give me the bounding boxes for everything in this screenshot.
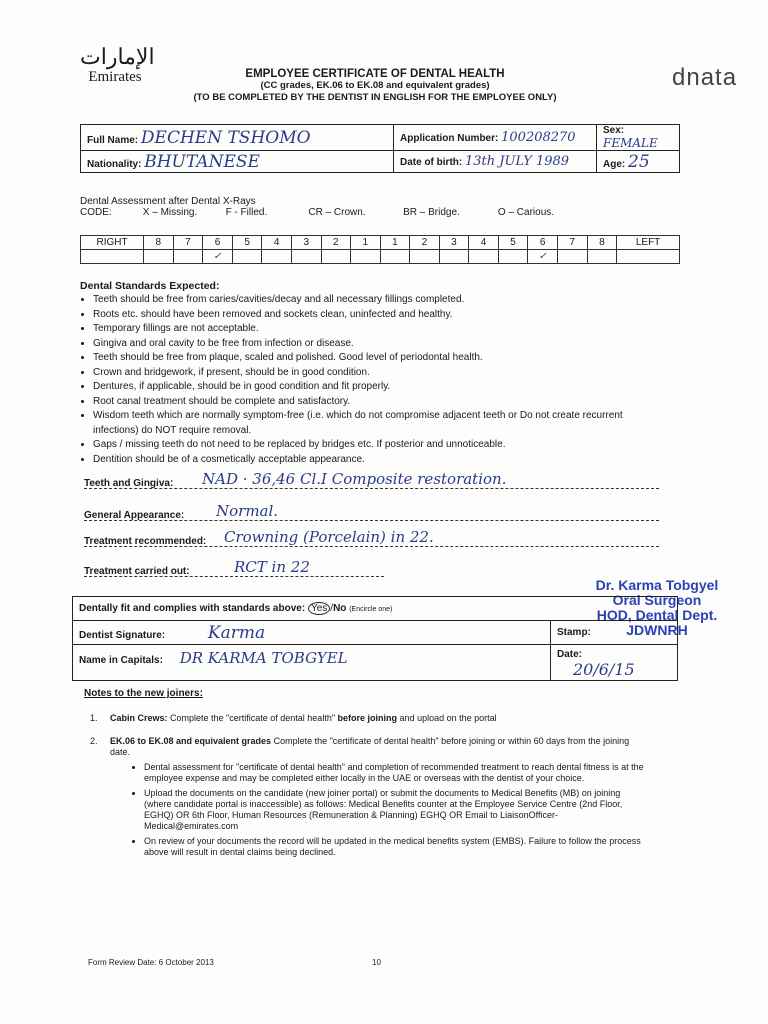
dnata-logo: dnata: [672, 64, 738, 91]
treatment-recommended-label: Treatment recommended:: [84, 536, 207, 547]
treatment-recommended-value: Crowning (Porcelain) in 22.: [224, 528, 434, 546]
signature-label: Dentist Signature:: [79, 629, 166, 641]
tooth-number: 7: [173, 236, 203, 250]
tooth-mark[interactable]: [587, 250, 617, 264]
tooth-number: 8: [144, 236, 174, 250]
dob-value: 13th JULY 1989: [465, 154, 570, 169]
teeth-gingiva-value: NAD · 36,46 Cl.I Composite restoration.: [202, 470, 507, 488]
note-text: Complete the "certificate of dental health" before joining or within 60 days from the joining date.: [110, 736, 630, 757]
tooth-mark[interactable]: [498, 250, 528, 264]
note-text: Complete the "certificate of dental health": [170, 713, 336, 723]
form-header: [170, 68, 580, 104]
tooth-mark[interactable]: [173, 250, 203, 264]
treatment-carried-out-label: Treatment carried out:: [84, 566, 190, 577]
standard-item: • Crown and bridgework, if present, should be in good condition.: [93, 366, 660, 381]
application-number-cell[interactable]: [394, 125, 597, 151]
name-capitals-value: DR KARMA TOBGYEL: [179, 649, 348, 667]
standard-item: • Root canal treatment should be complete and satisfactory.: [93, 395, 660, 410]
code-crown: CR – Crown.: [308, 207, 366, 218]
full-name-cell[interactable]: [81, 125, 394, 151]
no-option[interactable]: No: [333, 603, 347, 614]
dob-label: Date of birth:: [400, 157, 463, 168]
note-bullets: [110, 762, 644, 858]
stamp-line: JDWNRH: [626, 622, 688, 638]
form-review-date: Form Review Date: 6 October 2013: [88, 958, 214, 967]
tooth-mark[interactable]: [262, 250, 292, 264]
personal-info-table: [80, 124, 680, 173]
note-ek-grades: [90, 736, 644, 858]
signature-cell[interactable]: [73, 621, 551, 645]
standard-item: • Roots etc. should have been removed and sockets clean, uninfected and healthy.: [93, 308, 660, 323]
tooth-number: 2: [321, 236, 351, 250]
xray-legend: [80, 196, 554, 218]
nationality-value: BHUTANESE: [144, 151, 260, 172]
application-number-label: Application Number:: [400, 133, 499, 144]
teeth-gingiva-field[interactable]: [84, 470, 659, 489]
dob-cell[interactable]: [394, 151, 597, 173]
tooth-mark[interactable]: ✓: [528, 250, 558, 264]
standards-title: Dental Standards Expected:: [80, 280, 220, 292]
stamp-line: HOD, Dental Dept.: [596, 607, 718, 623]
tooth-number: 2: [410, 236, 440, 250]
xray-heading: Dental Assessment after Dental X-Rays: [80, 196, 256, 207]
standard-item: • Dentures, if applicable, should be in good condition and fit properly.: [93, 380, 660, 395]
tooth-mark[interactable]: [144, 250, 174, 264]
dental-standards: [80, 280, 660, 467]
stamp-line: Dr. Karma Tobgyel: [595, 577, 719, 593]
empty-cell: [617, 250, 680, 264]
teeth-chart: [80, 235, 680, 264]
note-bold: EK.06 to EK.08 and equivalent grades: [110, 736, 272, 746]
standard-item: • Dentition should be of a cosmetically acceptable appearance.: [93, 453, 660, 468]
encircle-hint: (Encircle one): [349, 606, 393, 613]
certification-table: [72, 596, 678, 681]
yes-no-separator: /: [330, 603, 334, 614]
nationality-label: Nationality:: [87, 158, 142, 170]
note-bullet: • On review of your documents the record will be updated in the medical benefits system (EMBS). Failure to follow the process above will result in dental claims being declined.: [144, 836, 644, 858]
tooth-number: 5: [232, 236, 262, 250]
date-cell[interactable]: [551, 645, 678, 681]
age-value: 25: [628, 151, 650, 172]
dentally-fit-label: Dentally fit and complies with standards above:: [79, 603, 306, 614]
name-capitals-cell[interactable]: [73, 645, 551, 681]
code-row: [80, 207, 554, 218]
tooth-number: 3: [291, 236, 321, 250]
age-label: Age:: [603, 158, 626, 170]
tooth-mark[interactable]: [232, 250, 262, 264]
date-value: 20/6/15: [573, 660, 635, 679]
date-label: Date:: [557, 649, 583, 660]
sex-label: Sex:: [603, 125, 625, 136]
tooth-mark[interactable]: [469, 250, 499, 264]
note-cabin-crew: [90, 713, 644, 724]
application-number-value: 100208270: [501, 130, 576, 145]
age-cell[interactable]: [597, 151, 680, 173]
tooth-number: 5: [498, 236, 528, 250]
full-name-label: Full Name:: [87, 134, 139, 146]
tooth-mark[interactable]: [321, 250, 351, 264]
tooth-number: 6: [528, 236, 558, 250]
standard-item: • Temporary fillings are not acceptable.: [93, 322, 660, 337]
right-side-label: RIGHT: [81, 236, 144, 250]
dentally-fit-cell[interactable]: [73, 597, 678, 621]
standard-item: • Teeth should be free from caries/cavities/decay and all necessary fillings completed.: [93, 293, 660, 308]
standard-item: • Gaps / missing teeth do not need to be replaced by bridges etc. If posterior and unnoticeable.: [93, 438, 660, 453]
yes-option[interactable]: Yes: [308, 602, 330, 615]
general-appearance-value: Normal.: [216, 502, 279, 520]
general-appearance-field[interactable]: [84, 502, 659, 521]
tooth-mark[interactable]: [351, 250, 381, 264]
stamp-label: Stamp:: [557, 627, 591, 638]
teeth-number-row: [81, 236, 680, 250]
tooth-number: 1: [380, 236, 410, 250]
general-appearance-label: General Appearance:: [84, 510, 185, 521]
tooth-number: 4: [262, 236, 292, 250]
code-label: CODE:: [80, 207, 112, 218]
standard-item: • Wisdom teeth which are normally symptom-free (i.e. which do not compromise adjacent teeth or Do not create recurrent infections) do NOT require removal.: [93, 409, 660, 438]
dentist-signature: Karma: [207, 622, 266, 643]
tooth-mark[interactable]: [558, 250, 588, 264]
tooth-mark[interactable]: [439, 250, 469, 264]
form-title: EMPLOYEE CERTIFICATE OF DENTAL HEALTH: [245, 68, 505, 80]
full-name-value: DECHEN TSHOMO: [140, 127, 311, 148]
note-bullet: • Upload the documents on the candidate (new joiner portal) or submit the documents to Medical Benefits (MB) on joining (where candidate portal is inaccessible) as follows: Medical Benefits counter at the Employee Service Centre (2nd Floor, EGHQ) OR 6th Floor, Human Resources (Remuneration & Planning) EGHQ OR Email to LiaisonOfficer-Medical@emirates.com: [144, 788, 644, 832]
tooth-number: 6: [203, 236, 233, 250]
tooth-mark[interactable]: ✓: [203, 250, 233, 264]
form-instruction: (TO BE COMPLETED BY THE DENTIST IN ENGLISH FOR THE EMPLOYEE ONLY): [193, 92, 557, 103]
note-bold: Cabin Crews:: [110, 713, 168, 723]
page-number: 10: [372, 958, 381, 967]
tooth-mark[interactable]: [380, 250, 410, 264]
left-side-label: LEFT: [617, 236, 680, 250]
form-subtitle: (CC grades, EK.06 to EK.08 and equivalent grades): [260, 80, 490, 91]
emirates-logo-text: Emirates: [88, 69, 142, 85]
notes-title: Notes to the new joiners:: [84, 688, 203, 699]
emirates-logo: [80, 44, 155, 86]
tooth-mark[interactable]: [291, 250, 321, 264]
tooth-number: 1: [351, 236, 381, 250]
standard-item: • Gingiva and oral cavity to be free from infection or disease.: [93, 337, 660, 352]
joiner-notes: [84, 688, 644, 870]
tooth-number: 8: [587, 236, 617, 250]
tooth-number: 4: [469, 236, 499, 250]
tooth-number: 7: [558, 236, 588, 250]
sex-value: FEMALE: [603, 136, 658, 150]
sex-cell[interactable]: [597, 125, 680, 151]
code-filled: F - Filled.: [225, 207, 268, 218]
code-carious: O – Carious.: [497, 207, 555, 218]
note-number: 2.: [90, 736, 98, 746]
stamp-line: Oral Surgeon: [612, 592, 702, 608]
emirates-logo-mark: الإمارات: [80, 44, 155, 69]
treatment-carried-out-field[interactable]: [84, 558, 384, 577]
empty-cell: [81, 250, 144, 264]
tooth-number: 3: [439, 236, 469, 250]
nationality-cell[interactable]: [81, 151, 394, 173]
note-bullet: • Dental assessment for "certificate of dental health" and completion of recommended treatment to reach dental fitness is at the employee expense and may be completed either locally in the UAE or overseas with the dentist of your choice.: [144, 762, 644, 784]
note-text: and upload on the portal: [399, 713, 497, 723]
stamp-cell: [551, 621, 678, 645]
tooth-mark[interactable]: [410, 250, 440, 264]
note-bold: before joining: [337, 713, 398, 723]
treatment-carried-out-value: RCT in 22: [234, 558, 310, 576]
code-bridge: BR – Bridge.: [403, 207, 460, 218]
teeth-gingiva-label: Teeth and Gingiva:: [84, 478, 174, 489]
code-missing: X – Missing.: [142, 207, 198, 218]
name-capitals-label: Name in Capitals:: [79, 655, 163, 666]
standard-item: • Teeth should be free from plaque, scaled and polished. Good level of periodontal health.: [93, 351, 660, 366]
note-number: 1.: [90, 713, 98, 723]
standards-list: [80, 293, 660, 467]
treatment-recommended-field[interactable]: [84, 528, 659, 547]
teeth-mark-row: [81, 250, 680, 264]
